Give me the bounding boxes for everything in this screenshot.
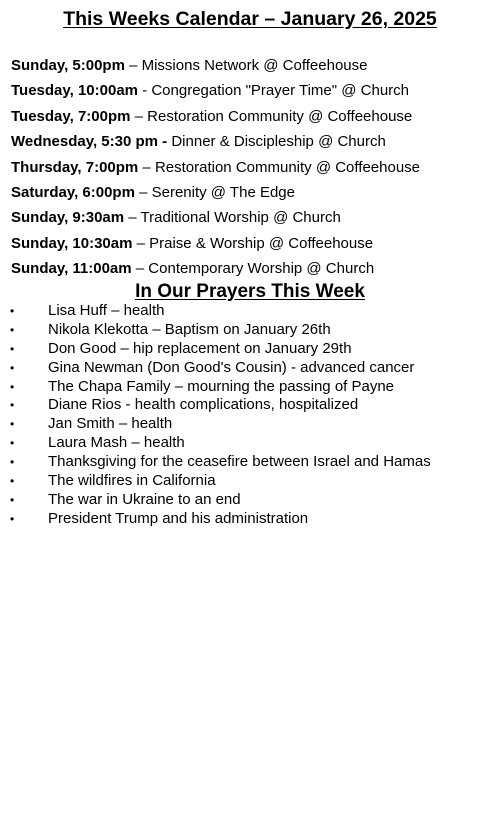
- prayer-item: [0, 491, 500, 510]
- prayer-text: The war in Ukraine to an end: [48, 490, 241, 508]
- event-time: Sunday, 11:00am: [11, 260, 132, 278]
- prayer-text: Diane Rios - health complications, hospitalized: [48, 396, 359, 414]
- schedule-item: [11, 231, 496, 256]
- schedule-item: [11, 53, 496, 78]
- event-description: - Congregation "Prayer Time" @ Church: [138, 82, 409, 100]
- prayer-item: [0, 321, 500, 340]
- prayer-text: Laura Mash – health: [48, 434, 185, 452]
- bullet-icon: •: [10, 492, 15, 507]
- schedule-item: [11, 256, 496, 281]
- schedule-item: [11, 104, 496, 129]
- bullet-icon: •: [10, 417, 15, 432]
- event-description: – Traditional Worship @ Church: [124, 209, 341, 227]
- event-description: – Restoration Community @ Coffeehouse: [130, 107, 413, 125]
- event-description: – Praise & Worship @ Coffeehouse: [132, 234, 374, 252]
- page-title: This Weeks Calendar – January 26, 2025: [63, 8, 437, 30]
- prayer-list: [0, 302, 500, 529]
- prayer-item: [0, 340, 500, 359]
- schedule-item: [11, 155, 496, 180]
- schedule-item: [11, 205, 496, 230]
- event-time: Wednesday, 5:30 pm -: [11, 133, 168, 151]
- bullet-icon: •: [10, 455, 15, 470]
- event-description: – Serenity @ The Edge: [134, 183, 295, 201]
- event-description: – Restoration Community @ Coffeehouse: [138, 158, 421, 176]
- bullet-icon: •: [10, 360, 15, 375]
- event-time: Thursday, 7:00pm: [11, 158, 139, 176]
- prayer-text: Don Good – hip replacement on January 29th: [48, 339, 352, 357]
- prayer-text: Jan Smith – health: [48, 415, 173, 433]
- event-time: Sunday, 10:30am: [11, 234, 133, 252]
- event-description: Dinner & Discipleship @ Church: [167, 133, 386, 151]
- bullet-icon: •: [10, 511, 15, 526]
- bullet-icon: •: [10, 379, 15, 394]
- bullet-icon: •: [10, 436, 15, 451]
- prayer-text: The Chapa Family – mourning the passing of Payne: [48, 377, 395, 395]
- bullet-icon: •: [10, 474, 15, 489]
- prayer-text: Gina Newman (Don Good's Cousin) - advanced cancer: [48, 358, 415, 376]
- prayer-text: Lisa Huff – health: [48, 302, 165, 319]
- schedule-item: [11, 129, 496, 154]
- bullet-icon: •: [10, 304, 15, 318]
- bullet-icon: •: [10, 398, 15, 413]
- event-time: Saturday, 6:00pm: [11, 183, 135, 201]
- prayer-text: The wildfires in California: [48, 472, 216, 490]
- prayer-item: [0, 302, 500, 321]
- prayers-heading: In Our Prayers This Week: [135, 281, 365, 302]
- prayer-item: [0, 453, 500, 472]
- event-time: Sunday, 5:00pm: [11, 57, 125, 74]
- prayer-item: [0, 415, 500, 434]
- prayer-text: President Trump and his administration: [48, 509, 309, 527]
- prayer-text: Thanksgiving for the ceasefire between Israel and Hamas: [48, 453, 431, 471]
- event-description: – Missions Network @ Coffeehouse: [124, 57, 368, 74]
- prayer-item: [0, 434, 500, 453]
- prayer-text: Nikola Klekotta – Baptism on January 26th: [48, 320, 331, 338]
- schedule-item: [11, 78, 496, 103]
- event-time: Sunday, 9:30am: [11, 209, 125, 227]
- event-time: Tuesday, 7:00pm: [11, 107, 131, 125]
- event-schedule: [11, 53, 496, 282]
- prayer-item: [0, 396, 500, 415]
- bullet-icon: •: [10, 322, 15, 337]
- bullet-icon: •: [10, 341, 15, 356]
- event-time: Tuesday, 10:00am: [11, 82, 139, 100]
- prayer-item: [0, 359, 500, 378]
- schedule-item: [11, 180, 496, 205]
- event-description: – Contemporary Worship @ Church: [131, 260, 375, 278]
- prayer-item: [0, 472, 500, 491]
- prayer-item: [0, 510, 500, 529]
- prayer-item: [0, 378, 500, 397]
